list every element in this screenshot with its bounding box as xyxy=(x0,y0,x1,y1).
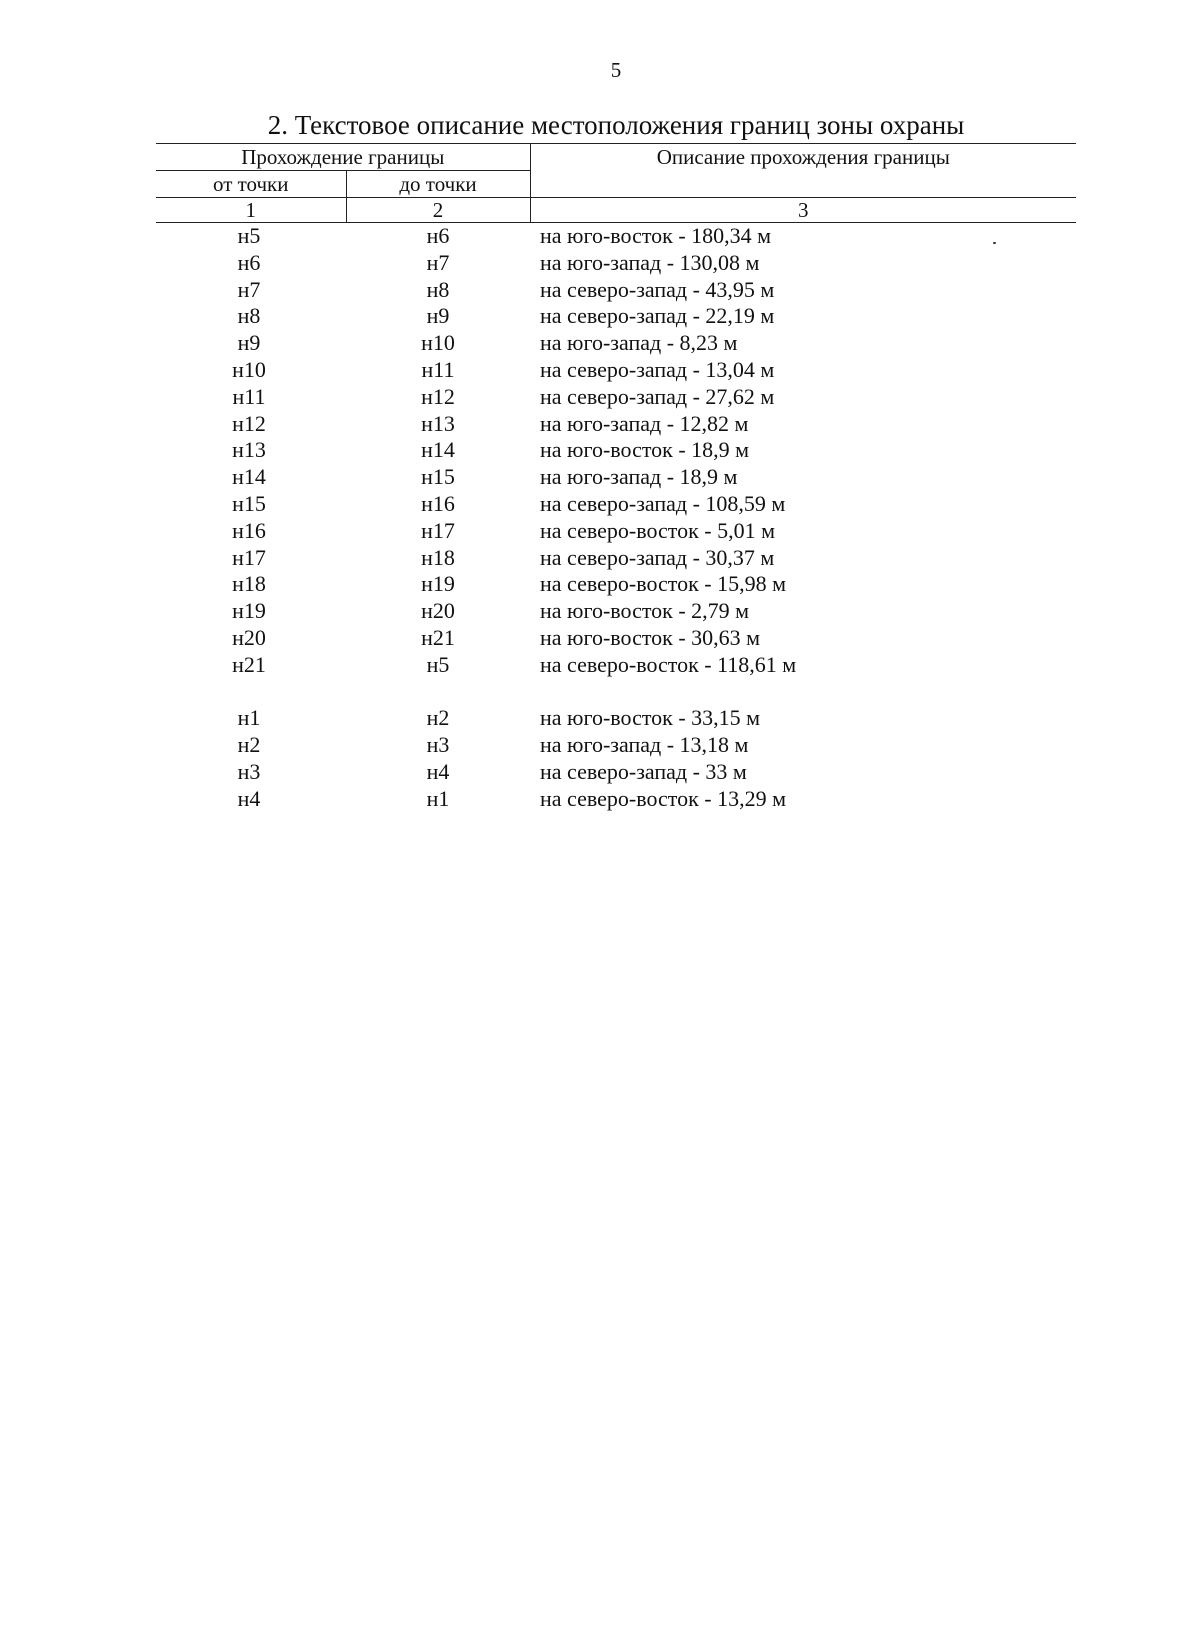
from-point-cell: н2 xyxy=(237,732,261,758)
from-point-cell: н8 xyxy=(237,303,261,329)
description-cell: на северо-запад - 33 м xyxy=(540,758,747,784)
to-point-cell: н18 xyxy=(421,544,455,570)
spacer-cell xyxy=(156,679,1076,706)
to-point-cell: н7 xyxy=(426,249,450,275)
to-point-cell: н8 xyxy=(426,276,450,302)
table-row xyxy=(156,464,1076,491)
table-row xyxy=(156,759,1076,786)
table-row xyxy=(156,303,1076,330)
column-number-3: 3 xyxy=(530,198,1076,223)
to-point-cell: н1 xyxy=(426,785,450,811)
from-point-cell: н1 xyxy=(237,705,261,731)
header-from-point: от точки xyxy=(156,171,346,198)
boundary-table xyxy=(156,143,1076,813)
table-row xyxy=(156,518,1076,545)
from-point-cell: н4 xyxy=(237,785,261,811)
from-point-cell: н20 xyxy=(232,624,266,650)
description-cell: на северо-запад - 30,37 м xyxy=(540,544,775,570)
from-point-cell: н15 xyxy=(232,490,266,516)
table-row xyxy=(156,732,1076,759)
table-header xyxy=(156,144,1076,223)
table-row xyxy=(156,786,1076,813)
description-cell: на юго-запад - 8,23 м xyxy=(540,330,738,356)
table-row xyxy=(156,705,1076,732)
description-cell: на юго-восток - 2,79 м xyxy=(540,598,750,624)
table-row xyxy=(156,625,1076,652)
table-row xyxy=(156,250,1076,277)
to-point-cell: н4 xyxy=(426,758,450,784)
page-number: 5 xyxy=(610,58,622,82)
from-point-cell: н12 xyxy=(232,410,266,436)
table-row xyxy=(156,223,1076,250)
from-point-cell: н11 xyxy=(232,383,266,409)
table-row xyxy=(156,491,1076,518)
header-to-point: до точки xyxy=(399,172,477,196)
table-row xyxy=(156,357,1076,384)
description-cell: на северо-запад - 27,62 м xyxy=(540,383,775,409)
from-point-cell: н16 xyxy=(232,517,266,543)
description-cell: на северо-запад - 13,04 м xyxy=(540,356,775,382)
description-cell: на юго-восток - 33,15 м xyxy=(540,705,761,731)
table-row xyxy=(156,652,1076,679)
description-cell: на юго-восток - 30,63 м xyxy=(540,624,761,650)
table-row xyxy=(156,411,1076,438)
table-row xyxy=(156,437,1076,464)
to-point-cell: н17 xyxy=(421,517,455,543)
column-number-2: 2 xyxy=(346,198,530,223)
to-point-cell: н21 xyxy=(421,624,455,650)
to-point-cell: н6 xyxy=(426,223,450,248)
from-point-cell: н21 xyxy=(232,651,266,677)
header-boundary-passage: Прохождение границы xyxy=(156,144,530,171)
table-row xyxy=(156,330,1076,357)
from-point-cell: н18 xyxy=(232,571,266,597)
description-cell: на юго-запад - 13,18 м xyxy=(540,732,749,758)
description-cell: на северо-восток - 118,61 м xyxy=(540,651,797,677)
from-point-cell: н14 xyxy=(232,464,266,490)
to-point-cell: н3 xyxy=(426,732,450,758)
to-point-cell: н12 xyxy=(421,383,455,409)
from-point-cell: н5 xyxy=(237,223,261,248)
description-cell: на северо-восток - 13,29 м xyxy=(540,785,787,811)
to-point-cell: н5 xyxy=(426,651,450,677)
description-cell: на северо-восток - 5,01 м xyxy=(540,517,776,543)
from-point-cell: н9 xyxy=(237,330,261,356)
to-point-cell: н13 xyxy=(421,410,455,436)
boundary-table-container xyxy=(156,143,1076,813)
from-point-cell: н6 xyxy=(237,249,261,275)
description-cell: на северо-запад - 22,19 м xyxy=(540,303,775,329)
description-cell: на северо-запад - 43,95 м xyxy=(540,276,775,302)
section-title: 2. Текстовое описание местоположения границ зоны охраны xyxy=(267,110,965,140)
to-point-cell: н20 xyxy=(421,598,455,624)
table-row xyxy=(156,598,1076,625)
from-point-cell: н19 xyxy=(232,598,266,624)
table-row xyxy=(156,571,1076,598)
from-point-cell: н7 xyxy=(237,276,261,302)
from-point-cell: н3 xyxy=(237,758,261,784)
to-point-cell: н19 xyxy=(421,571,455,597)
to-point-cell: н15 xyxy=(421,464,455,490)
description-cell: на юго-восток - 18,9 м xyxy=(540,437,750,463)
description-cell: на северо-запад - 108,59 м xyxy=(540,490,786,516)
from-point-cell: н13 xyxy=(232,437,266,463)
table-body xyxy=(156,223,1076,813)
table-row xyxy=(156,277,1076,304)
to-point-cell: н14 xyxy=(421,437,455,463)
group-spacer-row xyxy=(156,679,1076,706)
description-cell: на юго-запад - 12,82 м xyxy=(540,410,749,436)
from-point-cell: н17 xyxy=(232,544,266,570)
table-row xyxy=(156,545,1076,572)
to-point-cell: н2 xyxy=(426,705,450,731)
to-point-cell: н9 xyxy=(426,303,450,329)
header-description: Описание прохождения границы xyxy=(530,144,1076,198)
description-cell: на северо-восток - 15,98 м xyxy=(540,571,787,597)
to-point-cell: н11 xyxy=(421,356,455,382)
table-row xyxy=(156,384,1076,411)
column-number-1: 1 xyxy=(156,198,346,223)
description-cell: на юго-восток - 180,34 м xyxy=(540,223,772,248)
from-point-cell: н10 xyxy=(232,356,266,382)
to-point-cell: н16 xyxy=(421,490,455,516)
description-cell: на юго-запад - 18,9 м xyxy=(540,464,738,490)
description-cell: на юго-запад - 130,08 м xyxy=(540,249,760,275)
to-point-cell: н10 xyxy=(421,330,455,356)
